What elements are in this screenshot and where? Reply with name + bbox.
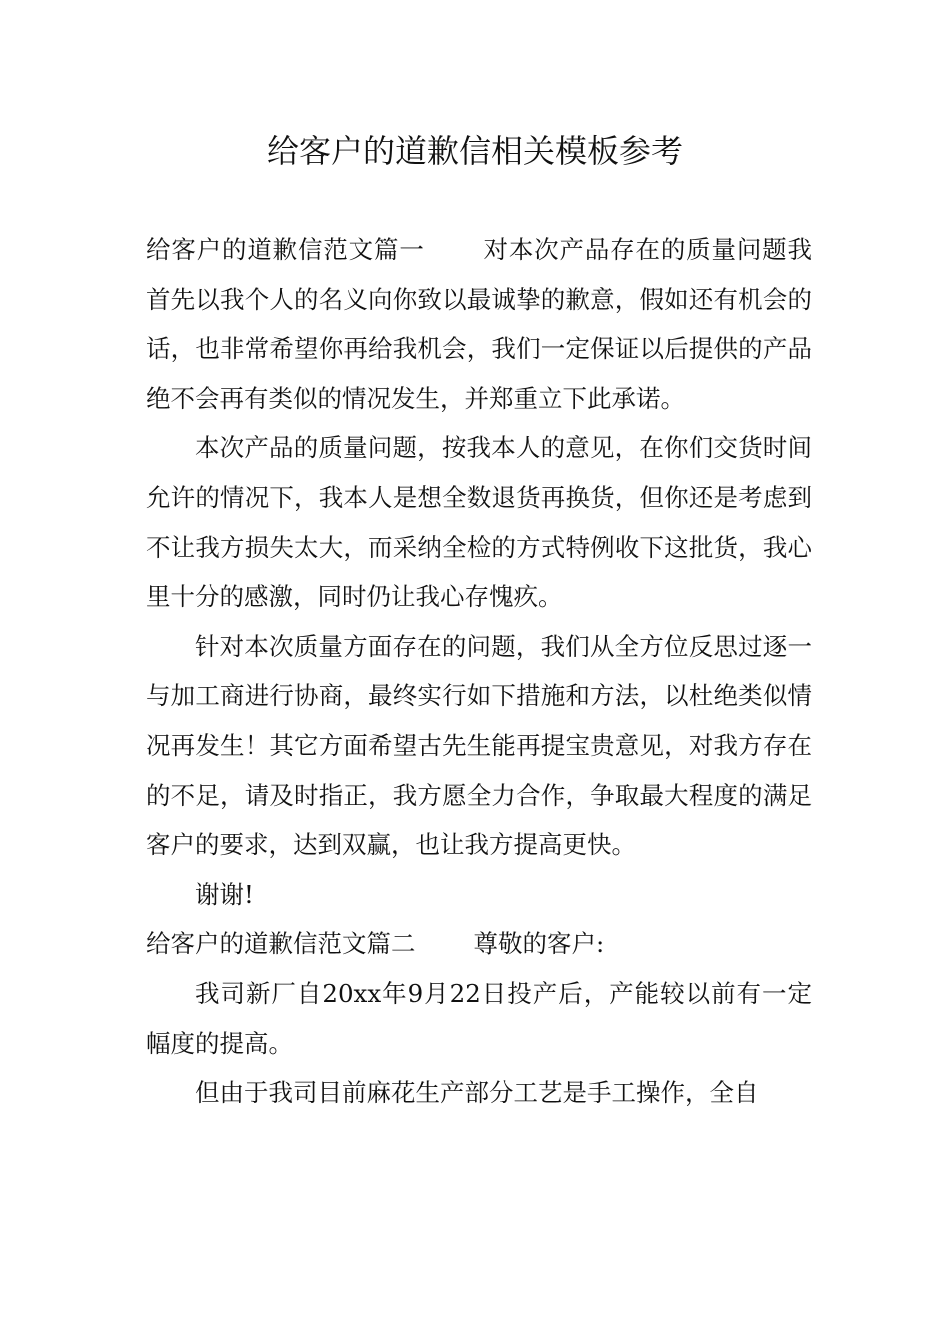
document-body bbox=[146, 225, 812, 1118]
improvement-measures-paragraph: 针对本次质量方面存在的问题，我们从全方位反思过逐一与加工商进行协商，最终实行如下措施和方法，以杜绝类似情况再发生！其它方面希望古先生能再提宝贵意见，对我方存在的不足，请及时指正，我方愿全力合作，争取最大程度的满足客户的要求，达到双赢，也让我方提高更快。 bbox=[146, 631, 812, 860]
manual-process-paragraph: 但由于我司目前麻花生产部分工艺是手工操作，全自 bbox=[195, 1078, 759, 1108]
paragraph-text: 尊敬的客户: bbox=[473, 929, 605, 959]
new-factory-paragraph: 我司新厂自20xx年9月22日投产后，产能较以前有一定幅度的提高。 bbox=[146, 978, 812, 1058]
quality-issue-paragraph: 本次产品的质量问题，按我本人的意见，在你们交货时间允许的情况下，我本人是想全数退货再换货，但你还是考虑到不让我方损失太大，而采纳全检的方式特例收下这批货，我心里十分的感激，同时仍让我心存愧疚。 bbox=[146, 433, 812, 612]
section-two-intro-paragraph bbox=[146, 919, 812, 969]
document-title: 给客户的道歉信相关模板参考 bbox=[266, 132, 683, 170]
section-heading: 给客户的道歉信范文篇一 bbox=[146, 235, 425, 264]
paragraph-text: 对本次产品存在的质量问题我首先以我个人的名义向你致以最诚挚的歉意，假如还有机会的话，也非常希望你再给我机会，我们一定保证以后提供的产品绝不会再有类似的情况发生，并郑重立下此承诺。 bbox=[146, 235, 813, 413]
section-one-intro-paragraph bbox=[146, 225, 812, 423]
section-heading: 给客户的道歉信范文篇二 bbox=[146, 929, 416, 959]
thanks-paragraph: 谢谢! bbox=[195, 879, 254, 909]
